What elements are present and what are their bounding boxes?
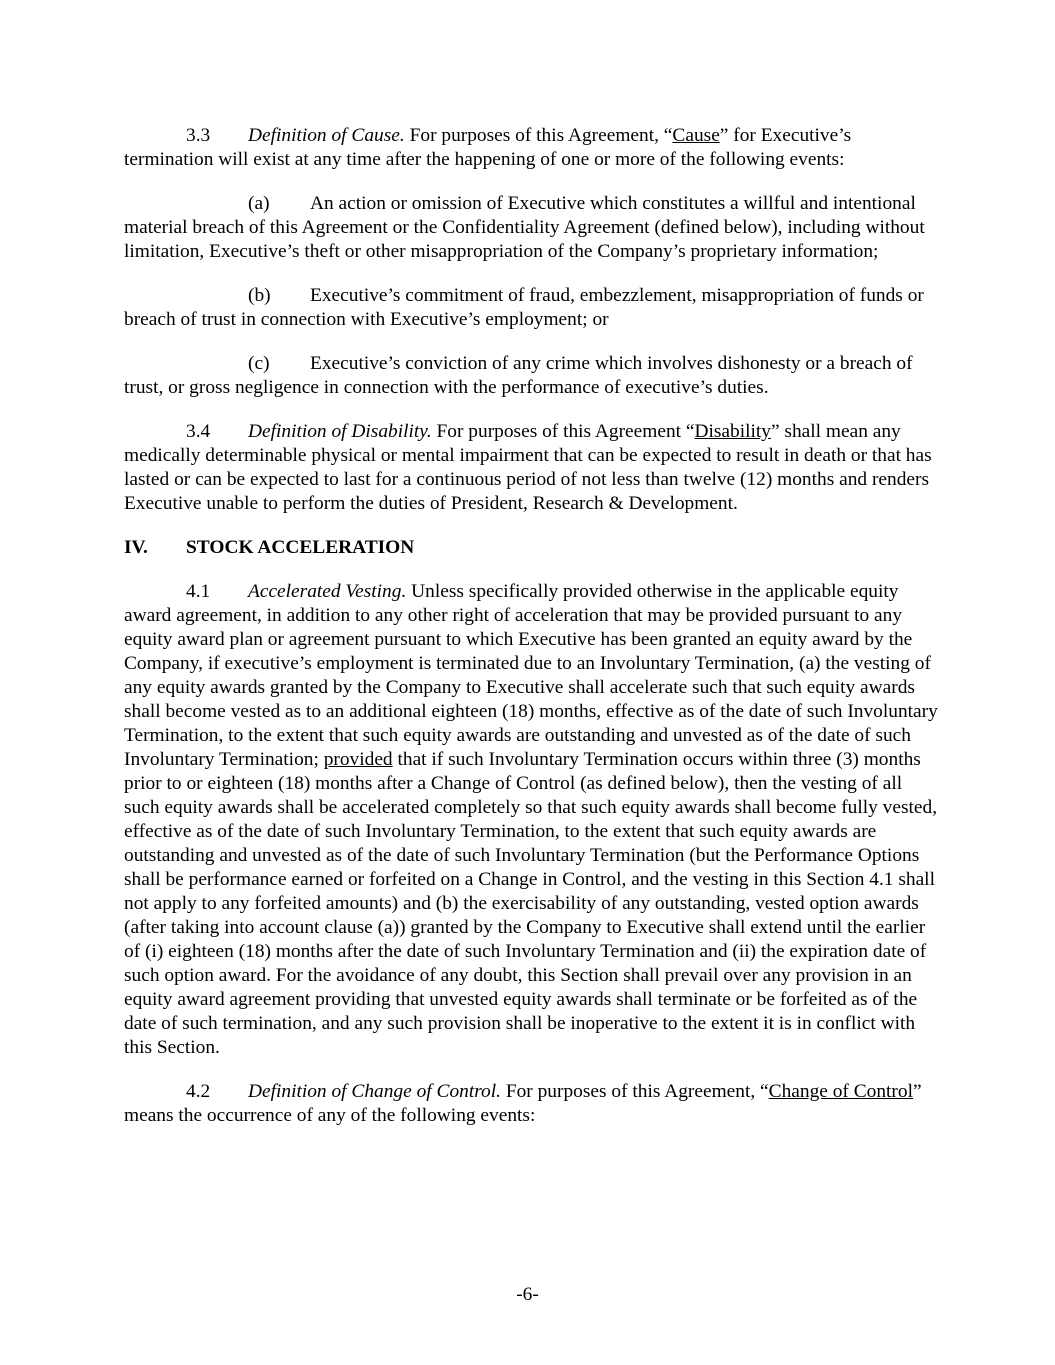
section-title: Definition of Change of Control. xyxy=(248,1081,501,1102)
section-3-3 xyxy=(124,124,942,172)
section-text: ” for Executive’s termination will exist at any time after the happening of one or more of the following events: xyxy=(124,125,852,170)
defined-term: Disability xyxy=(694,421,771,442)
section-text: For purposes of this Agreement, “ xyxy=(404,125,673,146)
section-number: 4.2 xyxy=(186,1081,211,1102)
section-title: Accelerated Vesting. xyxy=(248,581,407,602)
defined-term: Change of Control xyxy=(768,1081,913,1102)
section-text: For purposes of this Agreement “ xyxy=(431,421,695,442)
section-text: ” shall mean any medically determinable physical or mental impairment that can be expected to result in death or that has lasted or can be expected to last for a continuous period of not less than twelve (12) months and renders Executive unable to perform the duties of President, Research & Development. xyxy=(124,421,932,514)
clause-3-3-c xyxy=(124,352,942,400)
page-number: -6- xyxy=(516,1284,539,1305)
section-4-2 xyxy=(124,1080,942,1128)
section-title: Definition of Disability. xyxy=(248,421,432,442)
section-title: Definition of Cause. xyxy=(248,125,405,146)
section-number: 4.1 xyxy=(186,581,211,602)
clause-3-3-a xyxy=(124,192,942,264)
section-text: For purposes of this Agreement, “ xyxy=(500,1081,769,1102)
clause-label: (a) xyxy=(248,193,270,214)
clause-label: (c) xyxy=(248,353,270,374)
document-page xyxy=(124,124,942,1148)
section-text: Unless specifically provided otherwise in the applicable equity award agreement, in addition to any other right of acceleration that may be provided pursuant to any equity award plan or agreement pursuant to which Executive has been granted an equity award by the Company, if executive’s employment is terminated due to an Involuntary Termination, (a) the vesting of any equity awards granted by the Company to Executive shall accelerate such that such equity awards shall become vested as to an additional eighteen (18) months, effective as of the date of such Involuntary Termination, to the extent that such equity awards are outstanding and unvested as of the date of such Involuntary Termination; xyxy=(124,581,938,770)
section-3-4 xyxy=(124,420,942,516)
defined-term: Cause xyxy=(672,125,720,146)
article-title: STOCK ACCELERATION xyxy=(186,537,415,558)
clause-label: (b) xyxy=(248,285,271,306)
section-number: 3.3 xyxy=(186,125,211,146)
section-number: 3.4 xyxy=(186,421,211,442)
clause-text: Executive’s conviction of any crime which involves dishonesty or a breach of trust, or gross negligence in connection with the performance of executive’s duties. xyxy=(124,353,913,398)
section-4-1 xyxy=(124,580,942,1060)
clause-3-3-b xyxy=(124,284,942,332)
clause-text: Executive’s commitment of fraud, embezzlement, misappropriation of funds or breach of trust in connection with Executive’s employment; or xyxy=(124,285,924,330)
article-heading xyxy=(124,536,942,560)
defined-term: provided xyxy=(323,749,393,770)
article-numeral: IV. xyxy=(124,537,148,558)
clause-text: An action or omission of Executive which constitutes a willful and intentional material breach of this Agreement or the Confidentiality Agreement (defined below), including without limitation, Executive’s theft or other misappropriation of the Company’s proprietary information; xyxy=(124,193,925,262)
section-text: ” means the occurrence of any of the following events: xyxy=(124,1081,922,1126)
section-text: that if such Involuntary Termination occurs within three (3) months prior to or eighteen (18) months after a Change of Control (as defined below), then the vesting of all such equity awards shall be accelerated completely so that such equity awards shall become fully vested, effective as of the date of such Involuntary Termination, to the extent that such equity awards are outstanding and unvested as of the date of such Involuntary Termination (but the Performance Options shall be performance earned or forfeited on a Change in Control, and the vesting in this Section 4.1 shall not apply to any forfeited amounts) and (b) the exercisability of any outstanding, vested option awards (after taking into account clause (a)) granted by the Company to Executive shall extend until the earlier of (i) eighteen (18) months after the date of such Involuntary Termination and (ii) the expiration date of such option award. For the avoidance of any doubt, this Section shall prevail over any provision in an equity award agreement providing that unvested equity awards shall terminate or be forfeited as of the date of such termination, and any such provision shall be inoperative to the extent it is in conflict with this Section. xyxy=(124,749,938,1058)
